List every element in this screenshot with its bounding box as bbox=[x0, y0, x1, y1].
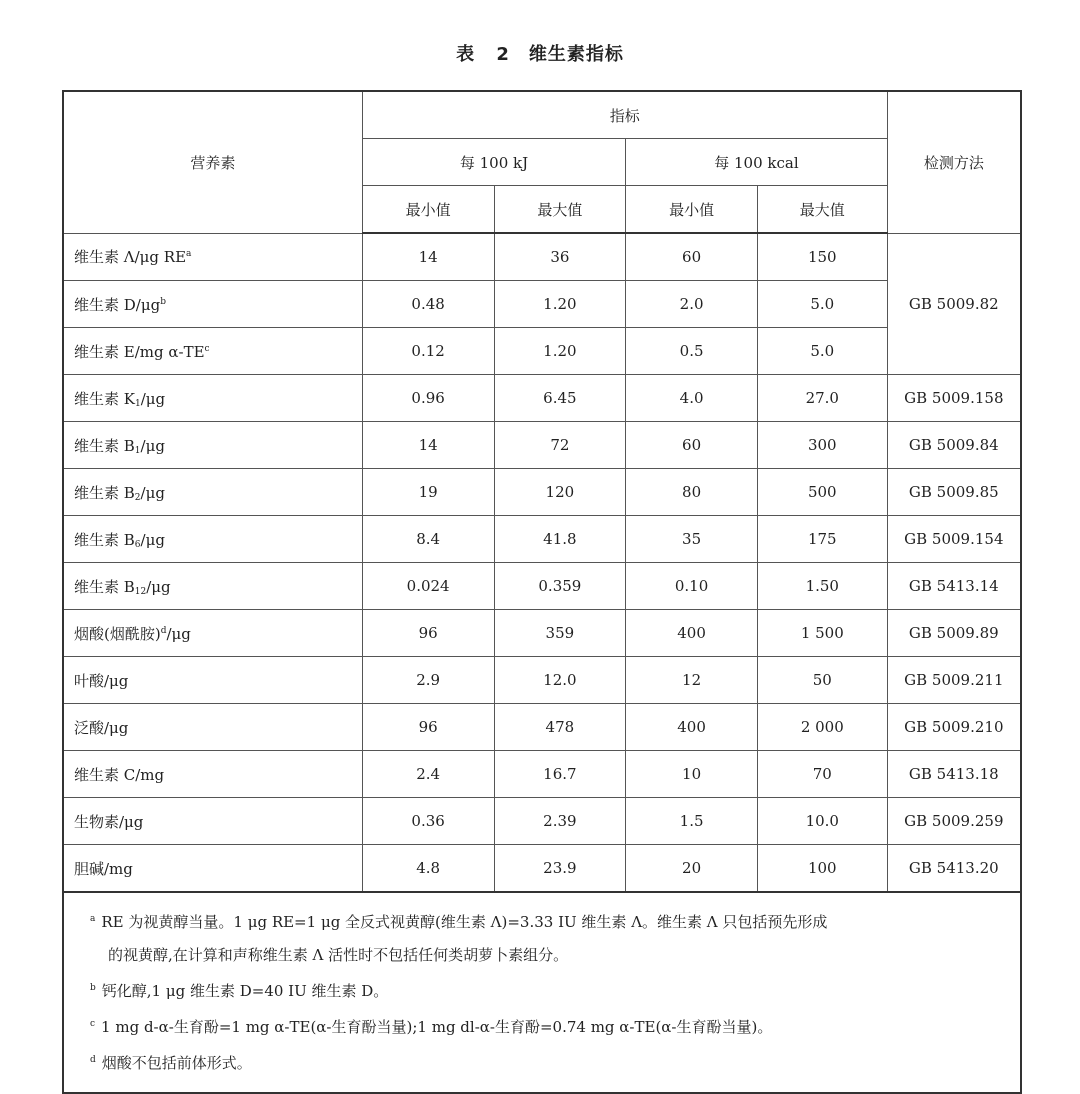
value-kcal-min: 0.5 bbox=[626, 328, 758, 375]
value-kj-max: 16.7 bbox=[494, 751, 626, 798]
footnote-text: 烟酸不包括前体形式。 bbox=[101, 1054, 252, 1072]
value-kj-max: 72 bbox=[494, 422, 626, 469]
value-kcal-min: 10 bbox=[626, 751, 758, 798]
value-kcal-max: 175 bbox=[757, 516, 887, 563]
name-text: 烟酸(烟酰胺) bbox=[74, 624, 161, 643]
value-kcal-max: 27.0 bbox=[757, 375, 887, 422]
value-kj-max: 478 bbox=[494, 704, 626, 751]
value-kj-max: 1.20 bbox=[494, 328, 626, 375]
value-kcal-max: 5.0 bbox=[757, 328, 887, 375]
name-text: 维生素 B bbox=[74, 530, 135, 549]
table-row bbox=[63, 657, 1021, 704]
name-unit: /μg bbox=[140, 530, 165, 549]
footnote-text: 钙化醇,1 μg 维生素 D=40 IU 维生素 D。 bbox=[101, 982, 389, 1000]
name-text: 维生素 B bbox=[74, 483, 135, 502]
value-kcal-max: 100 bbox=[757, 845, 887, 893]
name-text: 维生素 Λ/μg RE bbox=[74, 248, 187, 267]
value-kcal-min: 0.10 bbox=[626, 563, 758, 610]
value-kcal-min: 35 bbox=[626, 516, 758, 563]
value-kj-min: 96 bbox=[362, 610, 494, 657]
footnote bbox=[90, 1008, 1000, 1044]
name-subscript: 2 bbox=[134, 492, 141, 503]
method-cell: GB 5009.154 bbox=[887, 516, 1021, 563]
table-row bbox=[63, 233, 1021, 281]
name-unit: /μg bbox=[140, 483, 165, 502]
table-row bbox=[63, 751, 1021, 798]
value-kcal-min: 400 bbox=[626, 610, 758, 657]
value-kj-max: 23.9 bbox=[494, 845, 626, 893]
table-row bbox=[63, 610, 1021, 657]
footnote bbox=[90, 903, 1000, 939]
footnote bbox=[90, 1044, 1000, 1080]
method-cell: GB 5413.14 bbox=[887, 563, 1021, 610]
method-cell: GB 5009.158 bbox=[887, 375, 1021, 422]
footnotes bbox=[63, 892, 1021, 1093]
nutrient-name bbox=[63, 798, 362, 845]
nutrient-name bbox=[63, 375, 362, 422]
footnote-text: 的视黄醇,在计算和声称维生素 Λ 活性时不包括任何类胡萝卜素组分。 bbox=[108, 946, 569, 964]
nutrient-name bbox=[63, 751, 362, 798]
nutrient-name bbox=[63, 610, 362, 657]
name-subscript: 12 bbox=[134, 586, 147, 597]
value-kcal-min: 80 bbox=[626, 469, 758, 516]
name-subscript: 1 bbox=[134, 445, 141, 456]
value-kcal-min: 20 bbox=[626, 845, 758, 893]
header-kj-min: 最小值 bbox=[362, 186, 494, 234]
footnote-mark: c bbox=[204, 343, 210, 354]
table-row bbox=[63, 422, 1021, 469]
value-kj-max: 36 bbox=[494, 233, 626, 281]
value-kj-min: 0.36 bbox=[362, 798, 494, 845]
value-kcal-max: 10.0 bbox=[757, 798, 887, 845]
method-cell: GB 5413.20 bbox=[887, 845, 1021, 893]
name-text: 叶酸/μg bbox=[74, 671, 129, 690]
name-text: 生物素/μg bbox=[74, 812, 144, 831]
value-kcal-min: 4.0 bbox=[626, 375, 758, 422]
method-cell: GB 5009.259 bbox=[887, 798, 1021, 845]
name-text: 泛酸/μg bbox=[74, 718, 129, 737]
table-row bbox=[63, 281, 1021, 328]
table-row bbox=[63, 845, 1021, 893]
value-kj-min: 19 bbox=[362, 469, 494, 516]
value-kcal-max: 2 000 bbox=[757, 704, 887, 751]
value-kj-min: 0.024 bbox=[362, 563, 494, 610]
name-text: 维生素 B bbox=[74, 436, 135, 455]
value-kj-min: 96 bbox=[362, 704, 494, 751]
value-kj-min: 4.8 bbox=[362, 845, 494, 893]
header-nutrient: 营养素 bbox=[63, 91, 362, 233]
value-kj-min: 14 bbox=[362, 422, 494, 469]
name-text: 维生素 K bbox=[74, 389, 135, 408]
method-cell: GB 5413.18 bbox=[887, 751, 1021, 798]
value-kj-max: 1.20 bbox=[494, 281, 626, 328]
footnote-mark: a bbox=[186, 249, 192, 260]
name-unit: /μg bbox=[140, 389, 166, 408]
table-row bbox=[63, 704, 1021, 751]
nutrient-name bbox=[63, 704, 362, 751]
name-text: 维生素 E/mg α-TE bbox=[74, 342, 205, 361]
value-kcal-max: 70 bbox=[757, 751, 887, 798]
name-subscript: 1 bbox=[134, 398, 141, 409]
value-kcal-min: 2.0 bbox=[626, 281, 758, 328]
name-subscript: 6 bbox=[134, 539, 141, 550]
header-per-kcal: 每 100 kcal bbox=[626, 139, 887, 186]
footnote-text: 1 mg d-α-生育酚=1 mg α-TE(α-生育酚当量);1 mg dl-α-生育酚=0.74 mg α-TE(α-生育酚当量)。 bbox=[101, 1018, 773, 1036]
value-kcal-max: 150 bbox=[757, 233, 887, 281]
value-kcal-max: 1 500 bbox=[757, 610, 887, 657]
value-kj-min: 2.4 bbox=[362, 751, 494, 798]
value-kj-min: 8.4 bbox=[362, 516, 494, 563]
table-row bbox=[63, 375, 1021, 422]
value-kj-min: 0.48 bbox=[362, 281, 494, 328]
header-method: 检测方法 bbox=[887, 91, 1021, 233]
table-row bbox=[63, 516, 1021, 563]
value-kcal-min: 12 bbox=[626, 657, 758, 704]
value-kj-min: 0.12 bbox=[362, 328, 494, 375]
value-kj-min: 2.9 bbox=[362, 657, 494, 704]
footnote-mark: b bbox=[90, 983, 96, 993]
header-kcal-min: 最小值 bbox=[626, 186, 758, 234]
footnote-text: RE 为视黄醇当量。1 μg RE=1 μg 全反式视黄醇(维生素 Λ)=3.33 IU 维生素 Λ。维生素 Λ 只包括预先形成 bbox=[101, 913, 828, 931]
name-unit: /μg bbox=[146, 577, 171, 596]
value-kj-max: 120 bbox=[494, 469, 626, 516]
method-cell: GB 5009.85 bbox=[887, 469, 1021, 516]
header-kcal-max: 最大值 bbox=[757, 186, 887, 234]
method-cell: GB 5009.84 bbox=[887, 422, 1021, 469]
nutrient-name bbox=[63, 469, 362, 516]
value-kj-min: 0.96 bbox=[362, 375, 494, 422]
method-cell: GB 5009.210 bbox=[887, 704, 1021, 751]
value-kj-max: 0.359 bbox=[494, 563, 626, 610]
table-row bbox=[63, 798, 1021, 845]
nutrient-name bbox=[63, 563, 362, 610]
footnote-mark: b bbox=[160, 296, 166, 307]
name-text: 胆碱/mg bbox=[74, 859, 133, 878]
name-text: 维生素 B bbox=[74, 577, 135, 596]
name-unit: /μg bbox=[140, 436, 165, 455]
vitamin-table bbox=[62, 90, 1022, 1094]
table-row bbox=[63, 328, 1021, 375]
value-kcal-max: 5.0 bbox=[757, 281, 887, 328]
value-kj-max: 6.45 bbox=[494, 375, 626, 422]
value-kcal-max: 50 bbox=[757, 657, 887, 704]
nutrient-name bbox=[63, 845, 362, 893]
footnote bbox=[90, 972, 1000, 1008]
footnote-mark: a bbox=[90, 914, 96, 924]
value-kcal-max: 500 bbox=[757, 469, 887, 516]
footnote-mark: d bbox=[90, 1055, 96, 1065]
method-cell: GB 5009.211 bbox=[887, 657, 1021, 704]
value-kj-min: 14 bbox=[362, 233, 494, 281]
header-per-kj: 每 100 kJ bbox=[362, 139, 625, 186]
value-kcal-min: 60 bbox=[626, 422, 758, 469]
value-kj-max: 12.0 bbox=[494, 657, 626, 704]
value-kcal-min: 60 bbox=[626, 233, 758, 281]
nutrient-name bbox=[63, 422, 362, 469]
header-indicator: 指标 bbox=[362, 91, 887, 139]
value-kcal-min: 1.5 bbox=[626, 798, 758, 845]
name-text: 维生素 D/μg bbox=[74, 295, 161, 314]
nutrient-name bbox=[63, 233, 362, 281]
method-cell: GB 5009.82 bbox=[887, 233, 1021, 375]
table-row bbox=[63, 469, 1021, 516]
value-kcal-max: 1.50 bbox=[757, 563, 887, 610]
nutrient-name bbox=[63, 328, 362, 375]
table-row bbox=[63, 563, 1021, 610]
value-kj-max: 359 bbox=[494, 610, 626, 657]
value-kcal-max: 300 bbox=[757, 422, 887, 469]
footnote-mark: d bbox=[160, 625, 167, 636]
nutrient-name bbox=[63, 657, 362, 704]
value-kj-max: 2.39 bbox=[494, 798, 626, 845]
name-unit: /μg bbox=[166, 624, 191, 643]
name-text: 维生素 C/mg bbox=[74, 765, 165, 784]
table-title: 表 2 维生素指标 bbox=[456, 44, 624, 65]
footnote-mark: c bbox=[90, 1019, 96, 1029]
value-kcal-min: 400 bbox=[626, 704, 758, 751]
method-cell: GB 5009.89 bbox=[887, 610, 1021, 657]
nutrient-name bbox=[63, 281, 362, 328]
header-kj-max: 最大值 bbox=[494, 186, 626, 234]
value-kj-max: 41.8 bbox=[494, 516, 626, 563]
nutrient-name bbox=[63, 516, 362, 563]
